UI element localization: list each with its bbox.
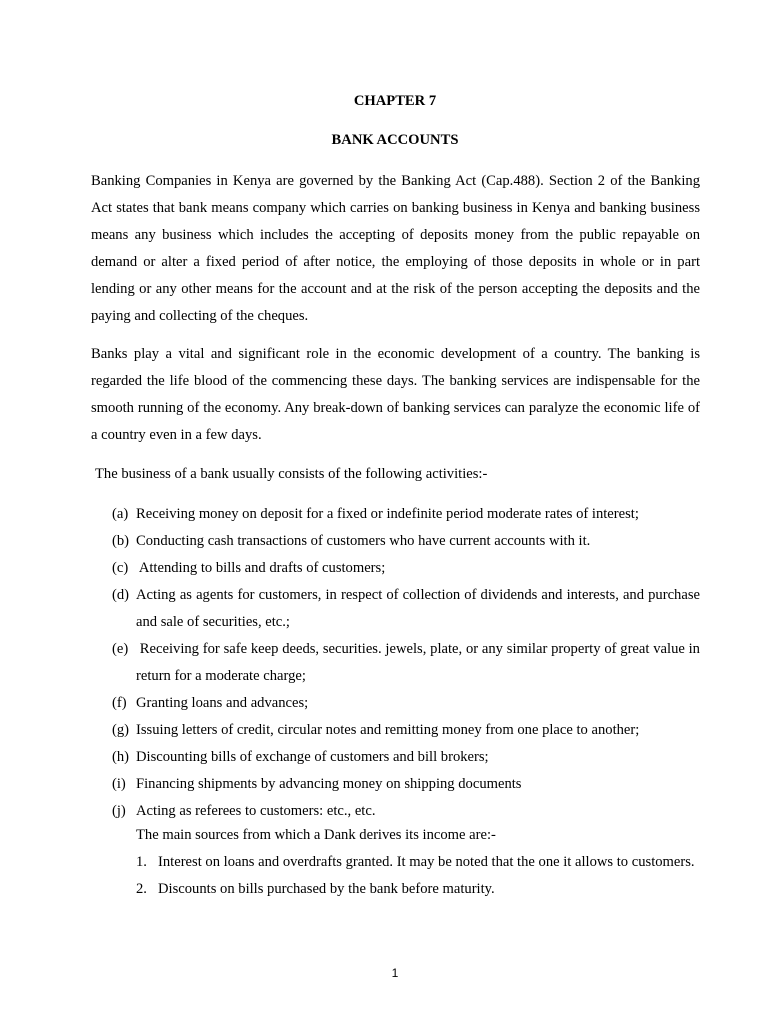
list-item-text: Receiving for safe keep deeds, securities. jewels, plate, or any similar property of great value in return for a moderate charge; <box>136 641 704 684</box>
list-item-label: (a) <box>112 506 129 522</box>
list-item-text: Acting as referees to customers: etc., etc. <box>136 803 376 819</box>
paragraph-bank-role: Banks play a vital and significant role in the economic development of a country. The banking is regarded the life blood of the commencing these days. The banking services are indispensable for the smooth running of the economy. Any break-down of banking services can paralyze the economic life of a country even in a few days. <box>91 346 700 443</box>
income-sources-intro: The main sources from which a Dank derives its income are:- <box>136 827 496 843</box>
list-item-text: Discounts on bills purchased by the bank before maturity. <box>158 881 495 897</box>
list-item <box>112 636 704 690</box>
list-item <box>112 582 700 636</box>
list-item-label: (b) <box>112 533 130 549</box>
list-item-text: Granting loans and advances; <box>136 695 309 711</box>
list-item-text: Interest on loans and overdrafts granted. It may be noted that the one it allows to customers. <box>158 854 695 870</box>
list-item-label: (c) <box>112 560 129 576</box>
list-item <box>112 555 700 582</box>
list-item-text: Discounting bills of exchange of customers and bill brokers; <box>136 749 489 765</box>
activities-list <box>112 501 704 825</box>
paragraph-activities-intro: The business of a bank usually consists of the following activities:- <box>95 466 488 482</box>
list-item <box>112 501 700 528</box>
page-title: BANK ACCOUNTS <box>331 132 459 148</box>
chapter-heading: CHAPTER 7 <box>353 93 437 109</box>
list-item-number: 2. <box>136 881 147 897</box>
list-item <box>136 876 700 903</box>
list-item-number: 1. <box>136 854 147 870</box>
list-item-label: (f) <box>112 695 127 711</box>
list-item-label: (h) <box>112 749 130 765</box>
income-sources-list <box>136 849 700 903</box>
list-item-text: Acting as agents for customers, in respect of collection of dividends and interests, and purchase and sale of securities, etc.; <box>136 587 700 630</box>
list-item-text: Conducting cash transactions of customers who have current accounts with it. <box>136 533 591 549</box>
list-item <box>112 717 700 744</box>
list-item <box>112 528 700 555</box>
list-item-label: (j) <box>112 803 126 819</box>
list-item-text: Financing shipments by advancing money on shipping documents <box>136 776 522 792</box>
list-item <box>112 771 700 798</box>
list-item <box>136 849 700 876</box>
page-number: 1 <box>391 966 399 980</box>
list-item-text: Receiving money on deposit for a fixed or indefinite period moderate rates of interest; <box>136 506 639 522</box>
list-item <box>112 744 700 771</box>
list-item-text: Issuing letters of credit, circular notes and remitting money from one place to another; <box>136 722 640 738</box>
list-item-label: (e) <box>112 641 129 657</box>
list-item <box>112 690 700 717</box>
list-item-label: (i) <box>112 776 126 792</box>
list-item-label: (d) <box>112 587 130 603</box>
list-item-text: Attending to bills and drafts of customers; <box>136 560 386 576</box>
list-item-label: (g) <box>112 722 130 738</box>
paragraph-banking-act: Banking Companies in Kenya are governed by the Banking Act (Cap.488). Section 2 of the Banking Act states that bank means company which carries on banking business in Kenya and banking business means any business which includes the accepting of deposits money from the public repayable on demand or alter a fixed period of after notice, the employing of those deposits in whole or in part lending or any other means for the account and at the risk of the person accepting the deposits and the paying and collecting of the cheques. <box>91 173 700 324</box>
list-item <box>112 798 700 825</box>
